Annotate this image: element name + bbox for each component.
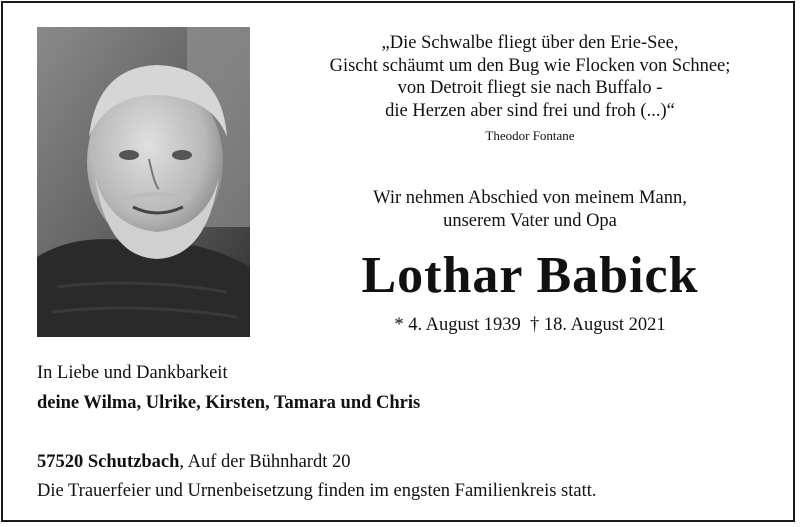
quote-author: Theodor Fontane <box>485 128 575 143</box>
address <box>37 451 350 473</box>
quote-line: „Die Schwalbe fliegt über den Erie-See, <box>381 33 679 53</box>
mourners-names: deine Wilma, Ulrike, Kirsten, Tamara und Chris <box>37 393 421 413</box>
mourners-intro: In Liebe und Dankbarkeit <box>37 363 228 383</box>
deceased-name: Lothar Babick <box>361 247 699 304</box>
portrait-photo <box>37 27 250 337</box>
address-street: , Auf der Bühnhardt 20 <box>179 452 351 472</box>
address-postcode-city: 57520 Schutzbach <box>37 452 180 472</box>
announcement-line: unserem Vater und Opa <box>443 210 617 231</box>
quote-line: die Herzen aber sind frei und froh (...)“ <box>385 100 675 121</box>
life-dates: * 4. August 1939 † 18. August 2021 <box>394 315 666 335</box>
announcement-line: Wir nehmen Abschied von meinem Mann, <box>373 188 687 208</box>
quote-block <box>270 32 790 122</box>
announcement <box>270 187 790 232</box>
ceremony-notice: Die Trauerfeier und Urnenbeisetzung finden im engsten Familienkreis statt. <box>37 481 597 501</box>
quote-line: von Detroit fliegt sie nach Buffalo - <box>397 78 663 98</box>
quote-line: Gischt schäumt um den Bug wie Flocken von Schnee; <box>329 55 731 76</box>
